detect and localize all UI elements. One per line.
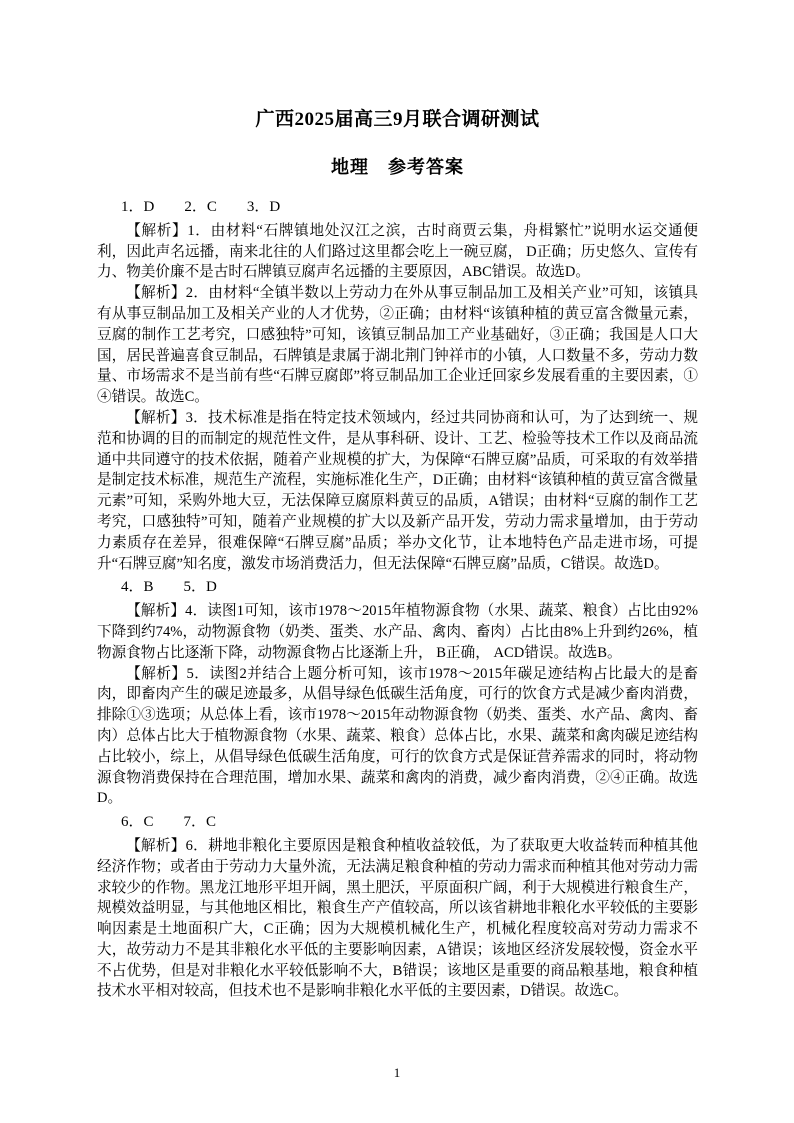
analysis-paragraph-5: 【解析】5．读图2并结合上题分析可知，该市1978～2015年碳足迹结构占比最大的是畜肉，即畜肉产生的碳足迹最多，从倡导绿色低碳生活角度，可行的饮食方式是减少畜肉消费，排除①③选项；从总体上看，该市1978～2015年动物源食物（奶类、蛋类、水产品、禽肉、畜肉）总体占比大于植物源食物（水果、蔬菜、粮食）总体占比，水果、蔬菜和禽肉碳足迹结构占比较小，综上，从倡导绿色低碳生活角度，可行的饮食方式是保证营养需求的同时，将动物源食物消费保持在合理范围，增加水果、蔬菜和禽肉的消费，减少畜肉消费，②④正确。故选D。 (97, 665, 698, 807)
answer-line-q4-5: 4．B 5．D (121, 579, 217, 596)
analysis-paragraph-1: 【解析】1．由材料“石牌镇地处汉江之滨，古时商贾云集，舟楫繁忙”说明水运交通便利，因此声名远播，南来北往的人们路过这里都会吃上一碗豆腐， D正确；历史悠久、宣传有力、物美价廉不是古时石牌镇豆腐声名远播的主要原因，ABC错误。故选D。 (97, 222, 698, 281)
analysis-paragraph-4: 【解析】4．读图1可知，该市1978～2015年植物源食物（水果、蔬菜、粮食）占比由92%下降到约74%，动物源食物（奶类、蛋类、水产品、禽肉、畜肉）占比由8%上升到约26%，植物源食物占比逐渐下降，动物源食物占比逐渐上升， B正确， ACD错误。故选B。 (97, 603, 698, 661)
page-number: 1 (393, 1065, 401, 1080)
document-title: 广西2025届高三9月联合调研测试 (255, 109, 540, 130)
document-subtitle: 地理 参考答案 (331, 157, 464, 177)
analysis-paragraph-2: 【解析】2．由材料“全镇半数以上劳动力在外从事豆制品加工及相关产业”可知，该镇具有从事豆制品加工及相关产业的人才优势，②正确；由材料“该镇种植的黄豆富含微量元素，豆腐的制作工艺考究，口感独特”可知，该镇豆制品加工产业基础好，③正确；我国是人口大国，居民普遍喜食豆制品，石牌镇是隶属于湖北荆门钟祥市的小镇，人口数量不多，劳动力数量、市场需求不是当前有些“石牌豆腐郎”将豆制品加工企业迁回家乡发展看重的主要因素，①④错误。故选C。 (97, 285, 698, 406)
analysis-paragraph-6: 【解析】6．耕地非粮化主要原因是粮食种植收益较低，为了获取更大收益转而种植其他经济作物；或者由于劳动力大量外流，无法满足粮食种植的劳动力需求而种植其他对劳动力需求较少的作物。黑龙江地形平坦开阔，黑土肥沃，平原面积广阔，利于大规模进行粮食生产，规模效益明显，与其他地区相比，粮食生产产值较高，所以该省耕地非粮化水平较低的主要影响因素是土地面积广大，C正确；因为大规模机械化生产，机械化程度较高对劳动力需求不大，故劳动力不是其非粮化水平低的主要影响因素，A错误；该地区经济发展较慢，资金水平不占优势，但是对非粮化水平较低影响不大，B错误；该地区是重要的商品粮基地，粮食种植技术水平相对较高，但技术也不是影响非粮化水平低的主要因素，D错误。故选C。 (97, 837, 698, 1000)
answer-line-q1-3: 1．D 2．C 3．D (121, 199, 281, 215)
analysis-paragraph-3: 【解析】3．技术标准是指在特定技术领域内，经过共同协商和认可，为了达到统一、规范和协调的目的而制定的规范性文件，是从事科研、设计、工艺、检验等技术工作以及商品流通中共同遵守的技术依据，随着产业规模的扩大，为保障“石牌豆腐”品质，可采取的有效举措是制定技术标准，规范生产流程，实施标准化生产，D正确；由材料“该镇种植的黄豆富含微量元素”可知，采购外地大豆，无法保障豆腐原料黄豆的品质，A错误；由材料“豆腐的制作工艺考究，口感独特”可知，随着产业规模的扩大以及新产品开发，劳动力需求量增加，由于劳动力素质存在差异，很难保障“石牌豆腐”品质；举办文化节，让本地特色产品走进市场，可提升“石牌豆腐”知名度，激发市场消费活力，但无法保障“石牌豆腐”品质，C错误。故选D。 (97, 409, 698, 572)
answer-line-q6-7: 6．C 7．C (121, 814, 217, 831)
